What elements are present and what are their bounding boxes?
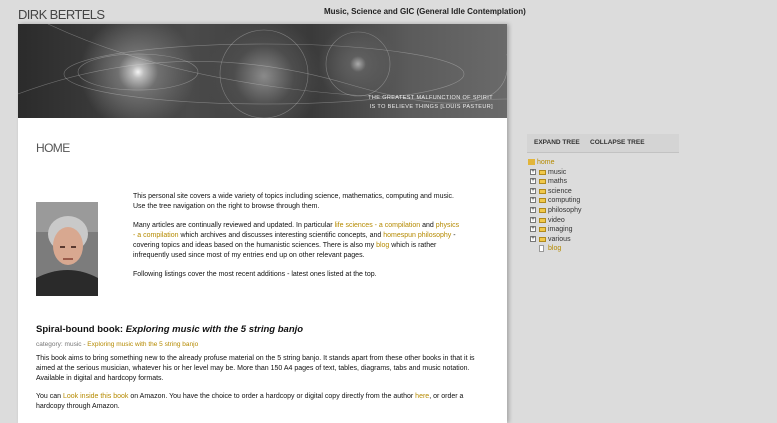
folder-icon <box>539 227 546 232</box>
intro-paragraph-3: Following listings cover the most recent additions - latest ones listed at the top. <box>133 271 377 278</box>
link-life-sciences[interactable]: life sciences - a compilation <box>334 222 421 229</box>
folder-icon <box>539 179 546 184</box>
expand-icon[interactable]: + <box>531 187 535 194</box>
expand-icon[interactable]: + <box>531 226 535 233</box>
tree-controls <box>527 134 679 153</box>
expand-icon[interactable]: + <box>531 168 535 175</box>
folder-icon <box>539 208 546 213</box>
post-title: Spiral-bound book: Exploring music with the 5 string banjo <box>36 324 304 335</box>
link-physics[interactable]: physics - a compilation <box>133 222 460 239</box>
banner-quote: THE GREATEST MALFUNCTION OF SPIRIT IS TO BELIEVE THINGS [LOUIS PASTEUR] <box>368 95 493 110</box>
author-photo-image <box>36 202 98 296</box>
folder-icon <box>539 198 546 203</box>
post-paragraph-2: You can Look inside this book on Amazon. You have the choice to order a hardcopy or digital copy directly from the author here, or order a hardcopy through Amazon. <box>36 393 464 410</box>
collapse-tree-button[interactable]: COLLAPSE TREE <box>590 139 645 146</box>
expand-icon[interactable]: + <box>531 197 535 204</box>
post-category: category: music - Exploring music with the 5 string banjo <box>36 341 199 348</box>
link-homespun-philosophy[interactable]: homespun philosophy <box>383 232 452 239</box>
home-icon <box>528 159 535 165</box>
page-icon <box>539 245 544 252</box>
author-photo <box>36 202 98 296</box>
expand-icon[interactable]: + <box>531 235 535 242</box>
post-body <box>36 354 476 420</box>
intro-paragraph-1: This personal site covers a wide variety of topics including science, mathematics, computing and music. Use the tree navigation on the right to browse through them. <box>133 193 454 210</box>
post-paragraph-1: This book aims to bring something new to the already profuse material on the 5 string banjo. It stands apart from these other books in that it is aimed at the serious musician, whatever his or her level may be. More than 150 A4 pages of text, tables, diagrams, tabs and music notation. Available in digital and hardcopy formats. <box>36 355 475 382</box>
header-banner <box>18 24 507 118</box>
intro-paragraph-2: Many articles are continually reviewed and updated. In particular life sciences - a compilation and physics - a compilation which archives and discusses interesting scientific concepts, and homespun philosophy - covering topics and ideas based on the humanistic sciences. There is also my blog which is rather infrequently used since most of my entries end up on other relevant pages. <box>133 222 460 259</box>
category-link[interactable]: Exploring music with the 5 string banjo <box>87 341 199 348</box>
expand-tree-button[interactable]: EXPAND TREE <box>534 139 580 146</box>
folder-icon <box>539 237 546 242</box>
order-here-link[interactable]: here <box>415 393 430 400</box>
site-name[interactable]: DIRK BERTELS <box>18 7 105 22</box>
site-tagline: Music, Science and GIC (General Idle Contemplation) <box>324 7 526 16</box>
expand-icon[interactable]: + <box>531 216 535 223</box>
folder-icon <box>539 170 546 175</box>
intro-text <box>133 192 463 289</box>
folder-icon <box>539 189 546 194</box>
link-blog[interactable]: blog <box>376 242 390 249</box>
page-title: HOME <box>36 141 70 155</box>
main-content <box>18 24 507 423</box>
expand-icon[interactable]: + <box>531 206 535 213</box>
expand-icon[interactable]: + <box>531 178 535 185</box>
look-inside-link[interactable]: Look inside this book <box>63 393 129 400</box>
folder-icon <box>539 218 546 223</box>
